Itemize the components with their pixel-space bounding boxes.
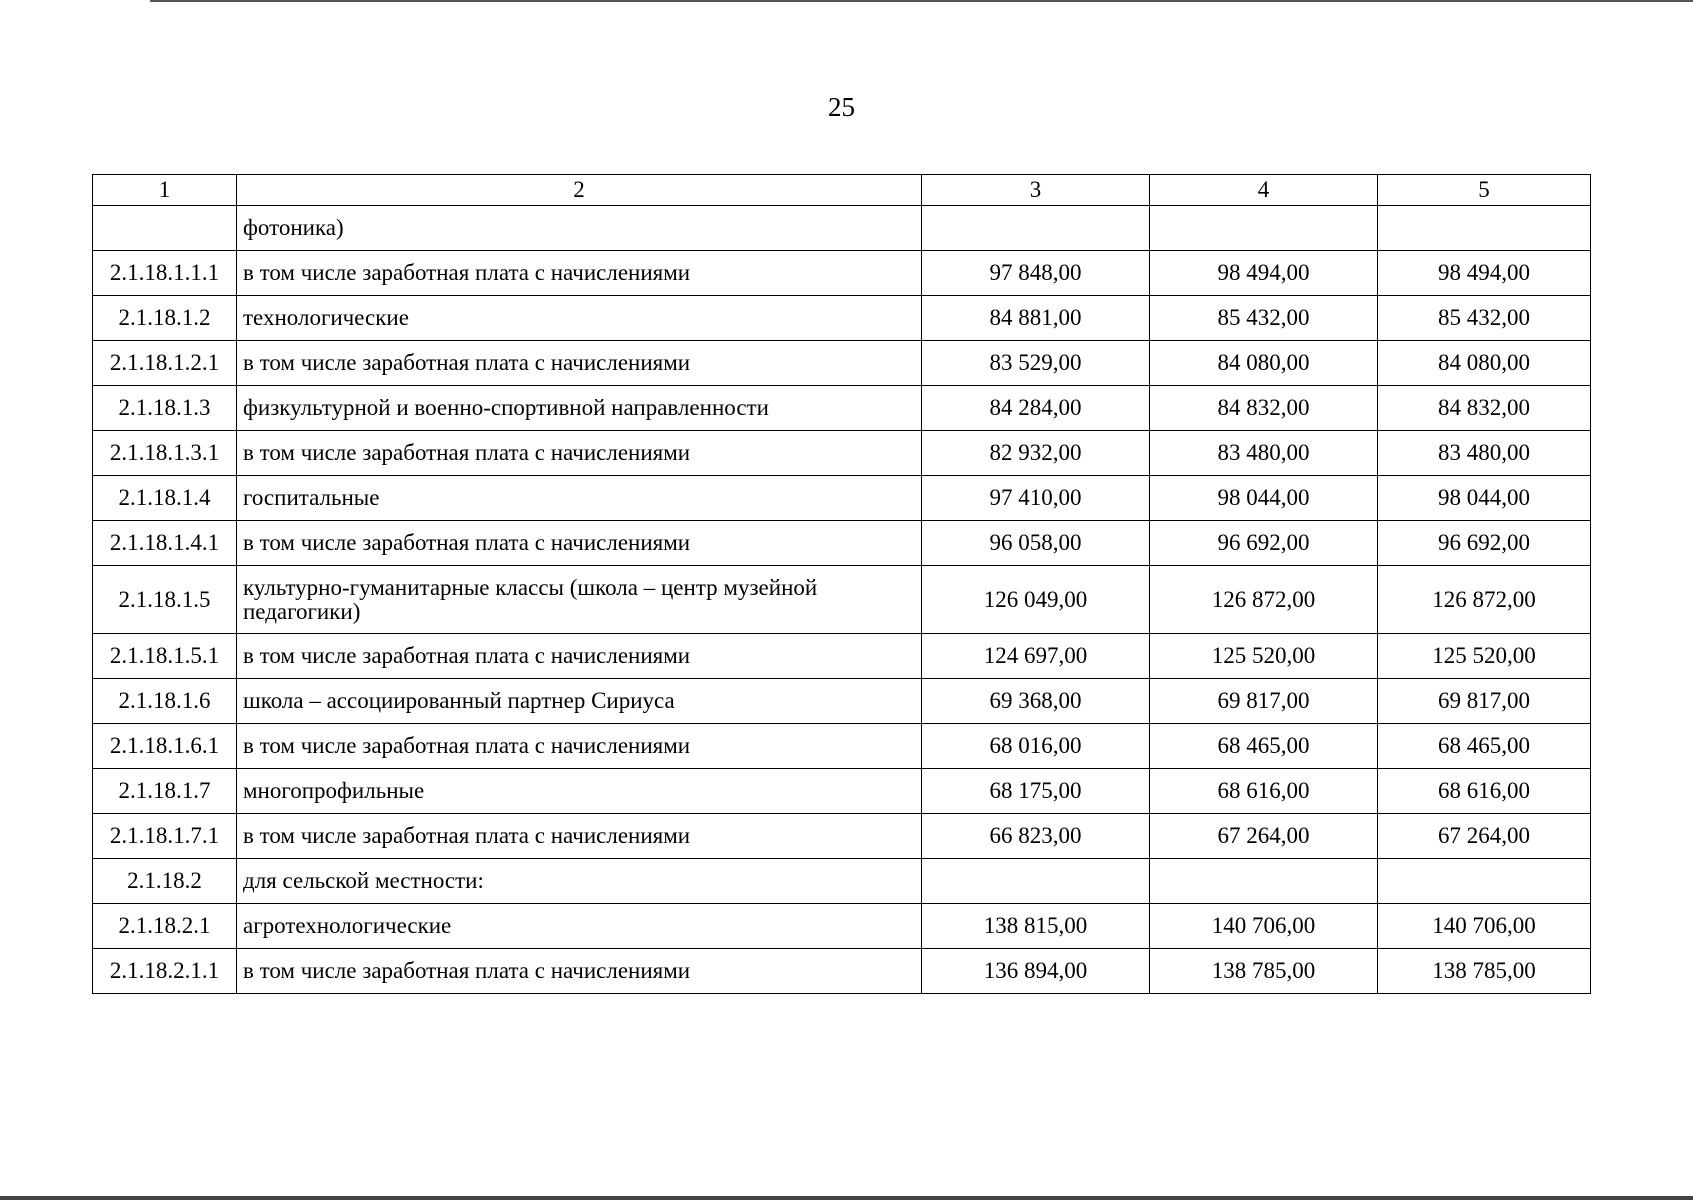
row-value-col4-cell: 69 817,00 <box>1150 679 1378 724</box>
row-value-col5-cell: 69 817,00 <box>1378 679 1591 724</box>
row-name-cell: в том числе заработная плата с начислениями <box>237 724 922 769</box>
row-value-col4-cell: 98 494,00 <box>1150 251 1378 296</box>
row-value-col5-cell: 138 785,00 <box>1378 949 1591 994</box>
row-name-cell: в том числе заработная плата с начислениями <box>237 431 922 476</box>
row-value-col3-cell: 82 932,00 <box>922 431 1150 476</box>
row-code-cell: 2.1.18.1.7 <box>93 769 237 814</box>
table-row <box>93 386 1591 431</box>
table-row <box>93 296 1591 341</box>
row-code-cell: 2.1.18.1.4.1 <box>93 521 237 566</box>
row-value-col4-cell: 68 465,00 <box>1150 724 1378 769</box>
scan-bottom-edge <box>0 1196 1693 1200</box>
row-name-cell: многопрофильные <box>237 769 922 814</box>
column-header: 4 <box>1150 175 1378 206</box>
row-value-col4-cell: 138 785,00 <box>1150 949 1378 994</box>
table-row <box>93 341 1591 386</box>
row-name-cell: агротехнологические <box>237 904 922 949</box>
table-row <box>93 476 1591 521</box>
row-code-cell: 2.1.18.1.4 <box>93 476 237 521</box>
table-row <box>93 949 1591 994</box>
page-number: 25 <box>828 92 855 122</box>
row-value-col3-cell: 84 881,00 <box>922 296 1150 341</box>
table-row <box>93 859 1591 904</box>
data-table <box>92 174 1591 994</box>
row-value-col4-cell: 84 080,00 <box>1150 341 1378 386</box>
row-value-col3-cell: 68 016,00 <box>922 724 1150 769</box>
row-value-col3-cell: 124 697,00 <box>922 634 1150 679</box>
row-name-cell: физкультурной и военно-спортивной направленности <box>237 386 922 431</box>
row-name-cell: в том числе заработная плата с начислениями <box>237 341 922 386</box>
row-value-col4-cell <box>1150 206 1378 251</box>
row-value-col3-cell: 97 410,00 <box>922 476 1150 521</box>
row-name-cell: в том числе заработная плата с начислениями <box>237 521 922 566</box>
row-code-cell: 2.1.18.1.6 <box>93 679 237 724</box>
row-code-cell: 2.1.18.1.5.1 <box>93 634 237 679</box>
table-row <box>93 431 1591 476</box>
row-code-cell: 2.1.18.1.2 <box>93 296 237 341</box>
row-value-col4-cell: 126 872,00 <box>1150 566 1378 634</box>
table-row <box>93 679 1591 724</box>
row-value-col5-cell: 67 264,00 <box>1378 814 1591 859</box>
row-code-cell: 2.1.18.1.1.1 <box>93 251 237 296</box>
row-name-cell: школа – ассоциированный партнер Сириуса <box>237 679 922 724</box>
row-value-col5-cell: 96 692,00 <box>1378 521 1591 566</box>
row-value-col4-cell: 125 520,00 <box>1150 634 1378 679</box>
row-value-col5-cell: 68 616,00 <box>1378 769 1591 814</box>
table-header-row <box>93 175 1591 206</box>
row-value-col4-cell: 140 706,00 <box>1150 904 1378 949</box>
row-value-col5-cell: 84 080,00 <box>1378 341 1591 386</box>
row-value-col5-cell: 83 480,00 <box>1378 431 1591 476</box>
row-code-cell: 2.1.18.2.1 <box>93 904 237 949</box>
row-value-col3-cell: 83 529,00 <box>922 341 1150 386</box>
column-header: 1 <box>93 175 237 206</box>
row-code-cell: 2.1.18.1.3 <box>93 386 237 431</box>
column-header: 3 <box>922 175 1150 206</box>
row-code-cell: 2.1.18.1.7.1 <box>93 814 237 859</box>
row-value-col5-cell: 125 520,00 <box>1378 634 1591 679</box>
row-code-cell: 2.1.18.1.3.1 <box>93 431 237 476</box>
row-code-cell: 2.1.18.2 <box>93 859 237 904</box>
table-row <box>93 521 1591 566</box>
row-name-cell: в том числе заработная плата с начислениями <box>237 251 922 296</box>
row-value-col5-cell <box>1378 859 1591 904</box>
row-value-col3-cell: 126 049,00 <box>922 566 1150 634</box>
row-value-col3-cell: 136 894,00 <box>922 949 1150 994</box>
row-value-col3-cell <box>922 859 1150 904</box>
column-header: 2 <box>237 175 922 206</box>
table-row <box>93 814 1591 859</box>
row-name-cell: культурно-гуманитарные классы (школа – центр музейной педагогики) <box>237 566 922 634</box>
row-value-col5-cell: 84 832,00 <box>1378 386 1591 431</box>
row-name-cell: госпитальные <box>237 476 922 521</box>
row-value-col3-cell: 69 368,00 <box>922 679 1150 724</box>
row-value-col5-cell: 68 465,00 <box>1378 724 1591 769</box>
row-value-col4-cell: 98 044,00 <box>1150 476 1378 521</box>
scan-top-edge <box>150 0 1693 2</box>
row-value-col5-cell <box>1378 206 1591 251</box>
row-code-cell: 2.1.18.1.2.1 <box>93 341 237 386</box>
column-header: 5 <box>1378 175 1591 206</box>
table-row <box>93 251 1591 296</box>
table-row <box>93 634 1591 679</box>
table-body <box>93 175 1591 994</box>
row-value-col3-cell: 138 815,00 <box>922 904 1150 949</box>
row-value-col4-cell: 84 832,00 <box>1150 386 1378 431</box>
row-value-col3-cell: 66 823,00 <box>922 814 1150 859</box>
row-value-col3-cell <box>922 206 1150 251</box>
row-value-col5-cell: 140 706,00 <box>1378 904 1591 949</box>
row-value-col4-cell: 68 616,00 <box>1150 769 1378 814</box>
row-value-col3-cell: 96 058,00 <box>922 521 1150 566</box>
row-value-col5-cell: 126 872,00 <box>1378 566 1591 634</box>
row-value-col4-cell <box>1150 859 1378 904</box>
row-value-col3-cell: 97 848,00 <box>922 251 1150 296</box>
row-value-col3-cell: 68 175,00 <box>922 769 1150 814</box>
row-value-col5-cell: 98 494,00 <box>1378 251 1591 296</box>
row-code-cell: 2.1.18.2.1.1 <box>93 949 237 994</box>
row-value-col5-cell: 85 432,00 <box>1378 296 1591 341</box>
table-row <box>93 566 1591 634</box>
table-row <box>93 724 1591 769</box>
row-name-cell: фотоника) <box>237 206 922 251</box>
row-name-cell: в том числе заработная плата с начислениями <box>237 634 922 679</box>
row-value-col4-cell: 83 480,00 <box>1150 431 1378 476</box>
table-row <box>93 206 1591 251</box>
row-value-col3-cell: 84 284,00 <box>922 386 1150 431</box>
row-code-cell: 2.1.18.1.6.1 <box>93 724 237 769</box>
row-value-col4-cell: 96 692,00 <box>1150 521 1378 566</box>
row-code-cell: 2.1.18.1.5 <box>93 566 237 634</box>
row-name-cell: для сельской местности: <box>237 859 922 904</box>
row-value-col4-cell: 85 432,00 <box>1150 296 1378 341</box>
table-row <box>93 904 1591 949</box>
row-value-col5-cell: 98 044,00 <box>1378 476 1591 521</box>
row-code-cell <box>93 206 237 251</box>
row-value-col4-cell: 67 264,00 <box>1150 814 1378 859</box>
row-name-cell: в том числе заработная плата с начислениями <box>237 814 922 859</box>
row-name-cell: в том числе заработная плата с начислениями <box>237 949 922 994</box>
row-name-cell: технологические <box>237 296 922 341</box>
table-row <box>93 769 1591 814</box>
